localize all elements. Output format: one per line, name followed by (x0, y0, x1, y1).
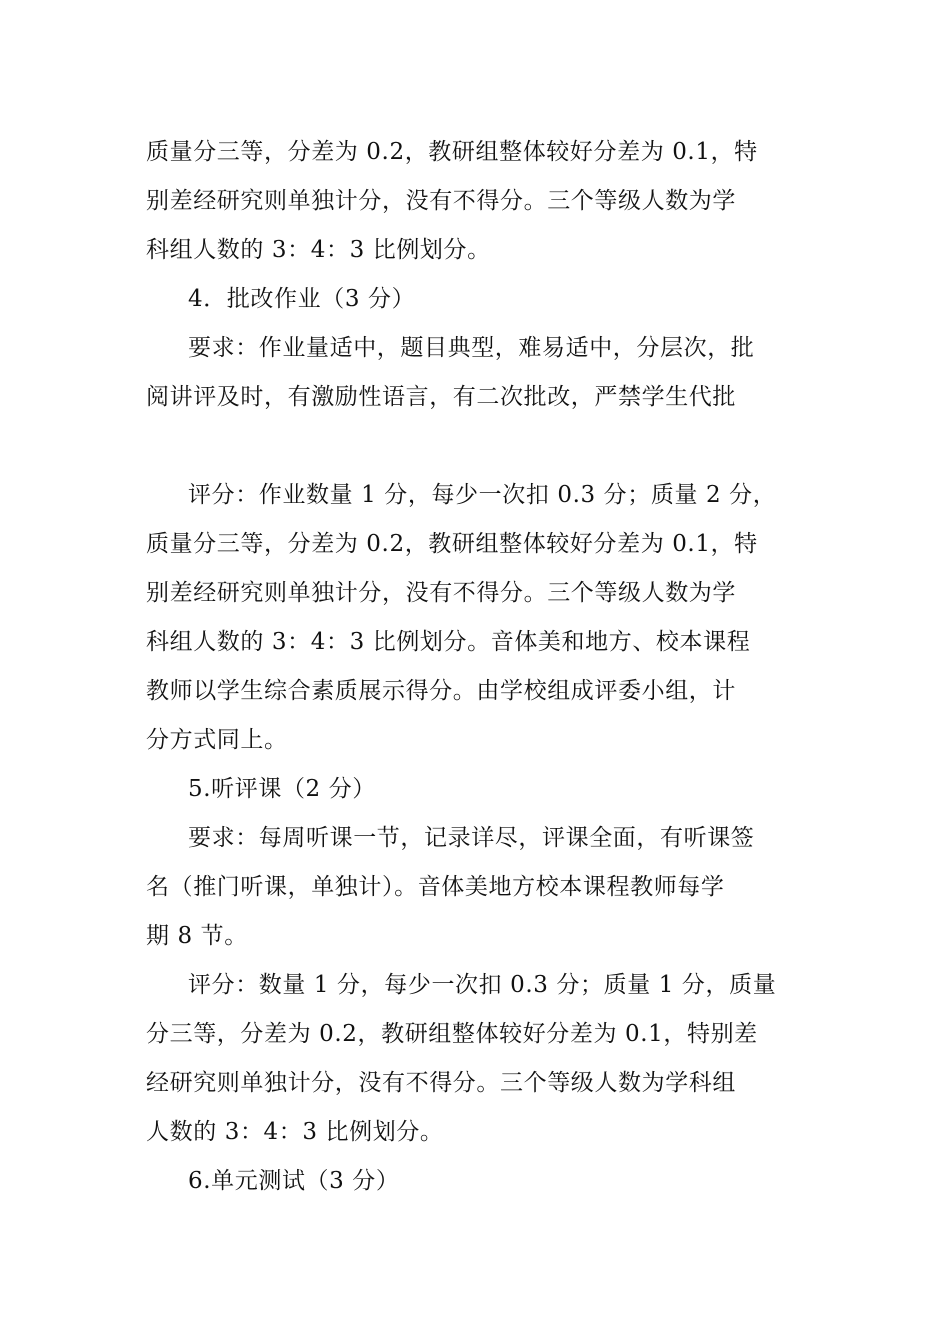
text-line: 别差经研究则单独计分，没有不得分。三个等级人数为学 (146, 188, 736, 214)
text-line: 教师以学生综合素质展示得分。由学校组成评委小组，计 (146, 678, 736, 704)
text-line: 分方式同上。 (146, 727, 288, 753)
text-line: 质量分三等，分差为 0.2，教研组整体较好分差为 0.1，特 (146, 139, 758, 165)
text-line: 分三等，分差为 0.2，教研组整体较好分差为 0.1，特别差 (146, 1021, 758, 1047)
text-line: 阅讲评及时，有激励性语言，有二次批改，严禁学生代批 (146, 384, 736, 410)
document-body (146, 128, 810, 1206)
text-line: 别差经研究则单独计分，没有不得分。三个等级人数为学 (146, 580, 736, 606)
text-line: 经研究则单独计分，没有不得分。三个等级人数为学科组 (146, 1070, 736, 1096)
paragraph-gap (146, 422, 810, 471)
text-line: 要求：作业量适中，题目典型，难易适中，分层次，批 (188, 335, 755, 361)
text-line: 科组人数的 3：4：3 比例划分。 (146, 237, 491, 263)
text-line: 科组人数的 3：4：3 比例划分。音体美和地方、校本课程 (146, 629, 751, 655)
text-line: 名（推门听课，单独计）。音体美地方校本课程教师每学 (146, 874, 725, 900)
text-line: 质量分三等，分差为 0.2，教研组整体较好分差为 0.1，特 (146, 531, 758, 557)
section-heading: 5.听评课（2 分） (188, 776, 376, 802)
text-line: 要求：每周听课一节，记录详尽，评课全面，有听课签 (188, 825, 755, 851)
text-line: 评分：数量 1 分，每少一次扣 0.3 分；质量 1 分，质量 (188, 972, 777, 998)
text-line: 人数的 3：4：3 比例划分。 (146, 1119, 444, 1145)
text-line: 评分：作业数量 1 分，每少一次扣 0.3 分；质量 2 分， (188, 482, 777, 508)
section-heading: 6.单元测试（3 分） (188, 1168, 400, 1194)
text-line: 期 8 节。 (146, 923, 248, 949)
section-heading: 4．批改作业（3 分） (188, 286, 416, 312)
